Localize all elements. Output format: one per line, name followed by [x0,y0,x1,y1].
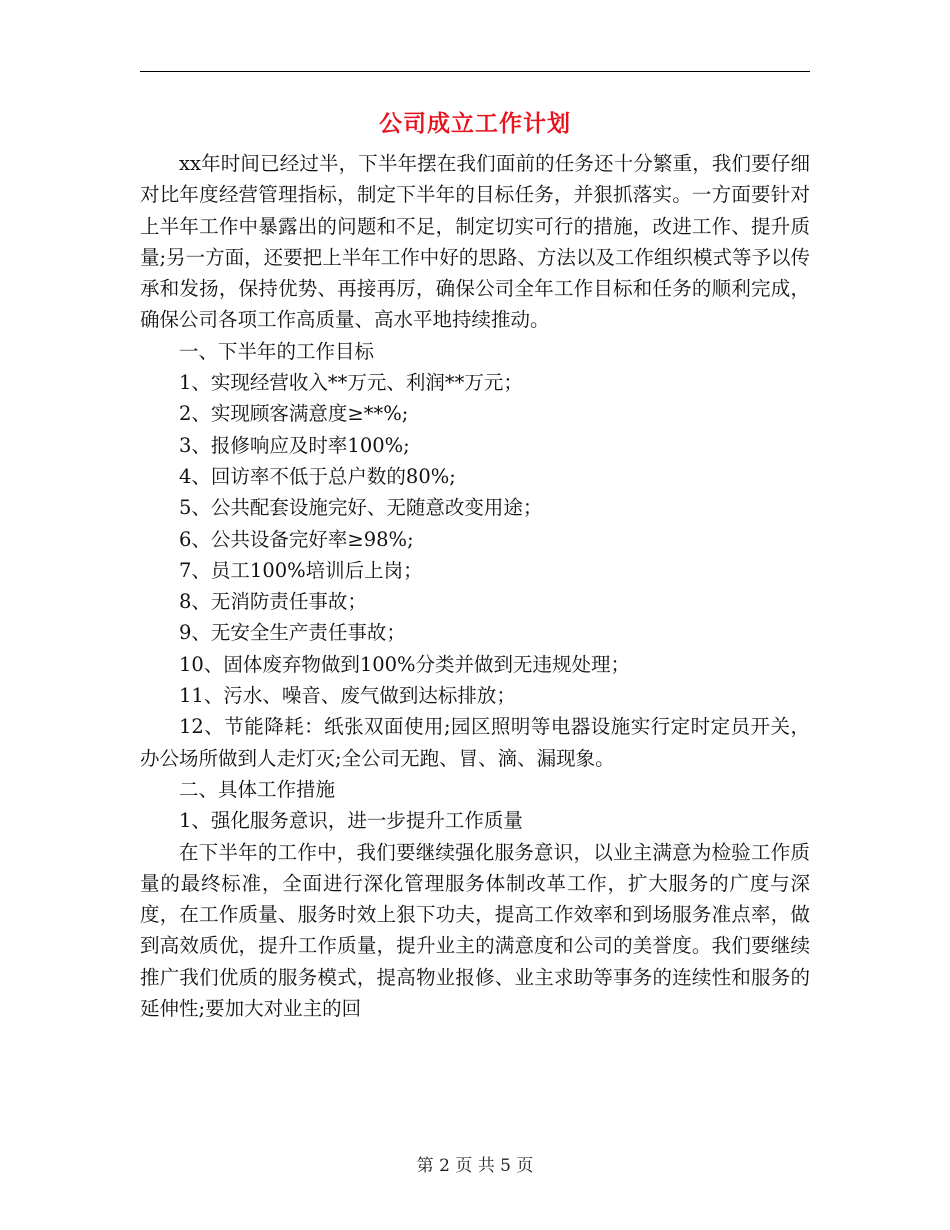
paragraph-body: 在下半年的工作中，我们要继续强化服务意识，以业主满意为检验工作质量的最终标准，全面进行深化管理服务体制改革工作，扩大服务的广度与深度，在工作质量、服务时效上狠下功夫，提高工作效率和到场服务准点率，做到高效质优，提升工作质量，提升业主的满意度和公司的美誉度。我们要继续推广我们优质的服务模式，提高物业报修、业主求助等事务的连续性和服务的延伸性;要加大对业主的回 [140,840,810,1021]
goal-item: 12、节能降耗：纸张双面使用;园区照明等电器设施实行定时定员开关，办公场所做到人走灯灭;全公司无跑、冒、滴、漏现象。 [140,715,810,770]
header-rule [140,71,810,72]
goal-item: 1、实现经营收入**万元、利润**万元； [179,371,523,395]
goal-item: 7、员工100%培训后上岗； [179,558,423,582]
goal-item: 11、污水、噪音、废气做到达标排放； [179,684,516,708]
goal-item: 4、回访率不低于总户数的80%; [179,464,456,488]
goal-item: 5、公共配套设施完好、无随意改变用途； [179,496,543,520]
goal-item: 9、无安全生产责任事故； [179,621,406,645]
section-heading-measures: 二、具体工作措施 [179,777,336,801]
goal-item: 10、固体废弃物做到100%分类并做到无违规处理； [179,652,631,676]
document-title: 公司成立工作计划 [379,110,571,137]
section-heading-goals: 一、下半年的工作目标 [179,339,375,363]
goal-item: 8、无消防责任事故； [179,590,367,614]
paragraph-intro: xx年时间已经过半，下半年摆在我们面前的任务还十分繁重，我们要仔细对比年度经营管理指标，制定下半年的目标任务，并狠抓落实。一方面要针对上半年工作中暴露出的问题和不足，制定切实可行的措施，改进工作、提升质量;另一方面，还要把上半年工作中好的思路、方法以及工作组织模式等予以传承和发扬，保持优势、再接再厉，确保公司全年工作目标和任务的顺利完成，确保公司各项工作高质量、高水平地持续推动。 [140,152,810,332]
goal-item: 6、公共设备完好率≥98%; [179,527,414,551]
page-number-footer: 第 2 页 共 5 页 [416,1156,534,1176]
subsection-heading: 1、强化服务意识，进一步提升工作质量 [179,809,523,833]
goal-item: 3、报修响应及时率100%; [179,433,410,457]
document-body [140,148,810,1024]
goal-item: 2、实现顾客满意度≥**%; [179,402,409,426]
